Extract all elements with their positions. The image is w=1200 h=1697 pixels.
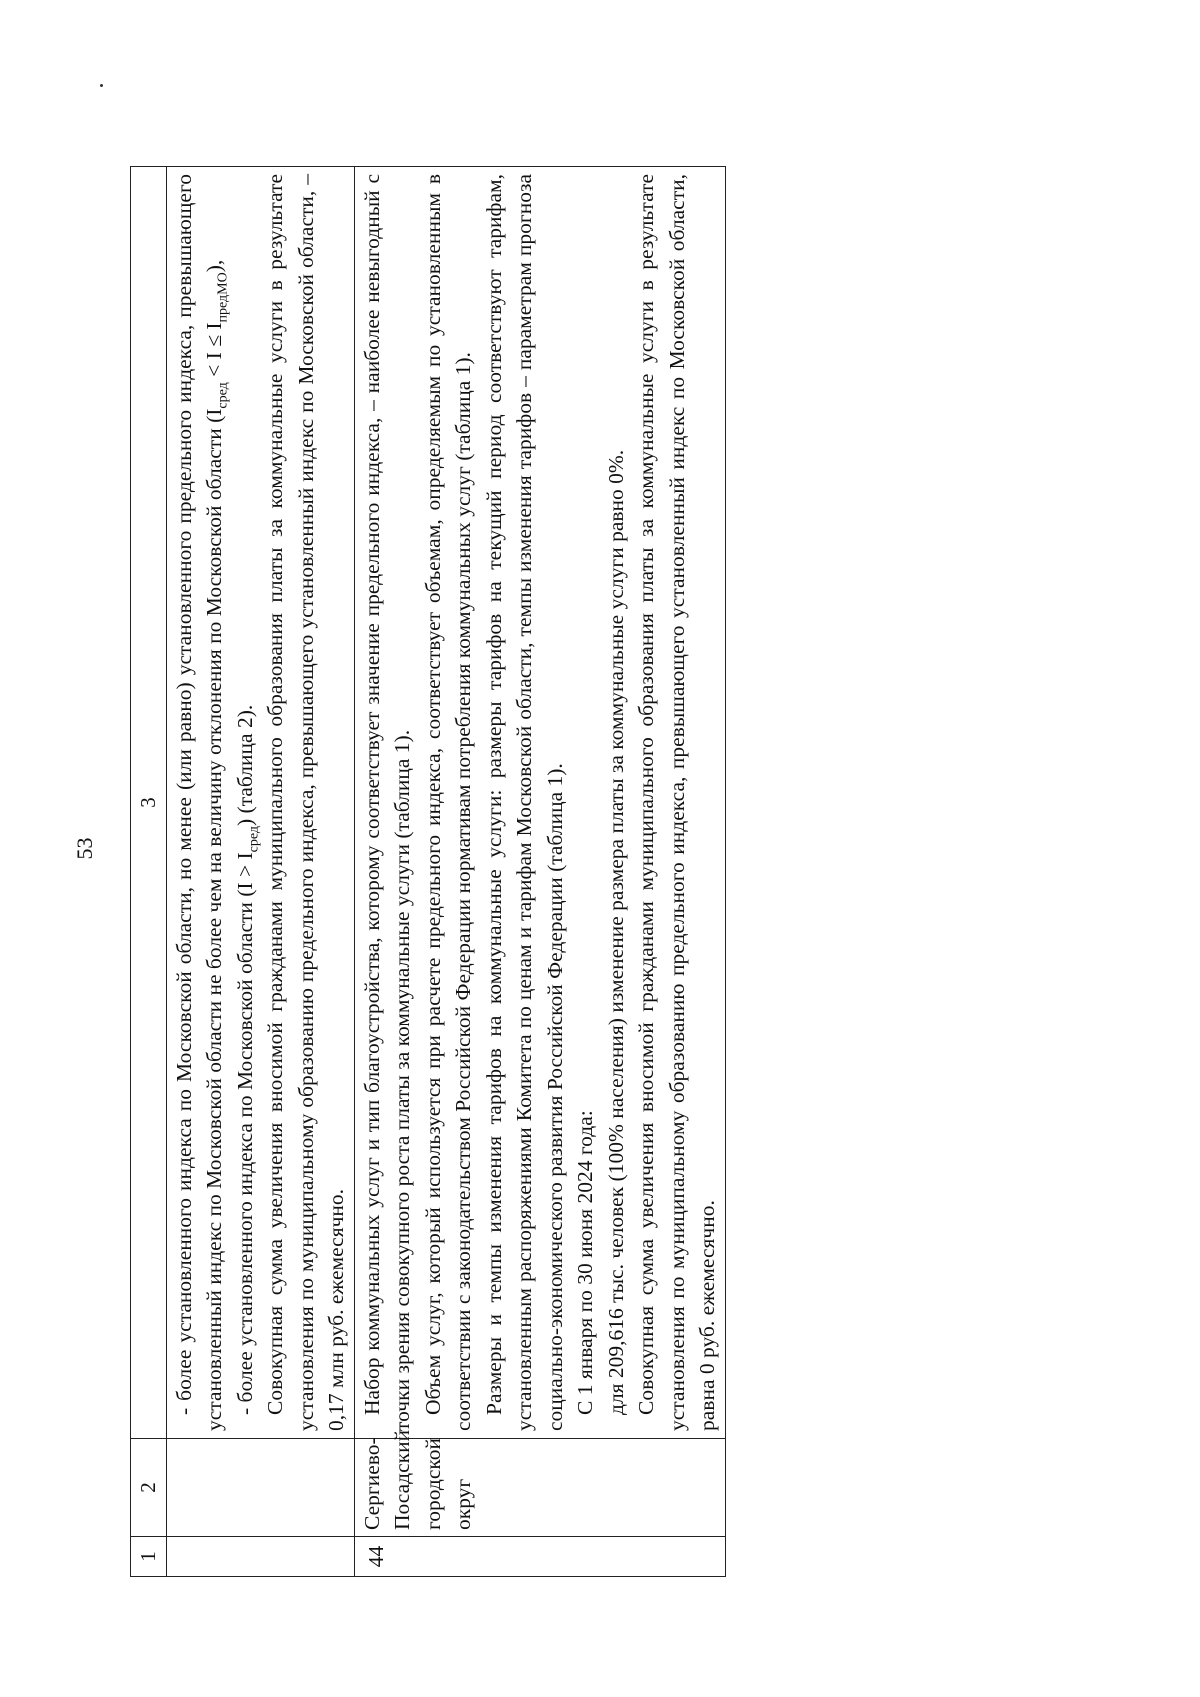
paragraph: Объем услуг, который используется при расчете предельного индекса, соответствует объемам, определяемым по установленным в соответствии с законодательством Российской Федерации нормативам потребления коммунальных услуг (таблица 1).	[420, 174, 475, 1431]
paragraph: - более установленного индекса по Московской области, но менее (или равно) установленного предельного индекса, превышающего установленный индекс по Московской области не более чем на величину отклонения по Московской области $(I_{сред} < I \le I_{предМО})$,	[171, 174, 231, 1431]
paragraph: Размеры и темпы изменения тарифов на коммунальные услуги: размеры тарифов на текущий период соответствуют тарифам, установленным распоряжениями Комитета по ценам и тарифам Московской области, темпы изменения тарифов – параметрам прогноза социально-экономического развития Российской Федерации (таблица 1).	[481, 174, 567, 1431]
municipality-name	[166, 1439, 354, 1537]
municipality-name	[354, 1429, 725, 1537]
header-col-2: 2	[131, 1439, 167, 1537]
description-cell	[354, 167, 725, 1439]
page-number: 53	[72, 837, 97, 860]
municipality-name-line: Сергиево-	[359, 1437, 384, 1530]
table-row	[166, 167, 354, 1577]
header-col-3: 3	[131, 167, 167, 1439]
municipality-name-line: городской округ	[420, 1437, 475, 1530]
paragraph: - более установленного индекса по Московской области $(I > I_{сред})$ (таблица 2).	[232, 704, 261, 1415]
row-number: 44	[354, 1537, 725, 1577]
paragraph: Совокупная сумма увеличения вносимой гражданами муниципального образования платы за коммунальные услуги в результате установления по муниципальному образованию предельного индекса, превышающего установленный индекс по Московской области, – 0,17 млн руб. ежемесячно.	[263, 174, 348, 1431]
row-number	[166, 1537, 354, 1577]
scan-dot	[100, 84, 103, 87]
table-row	[354, 167, 725, 1577]
paragraph: Набор коммунальных услуг и тип благоустройства, которому соответствует значение предельного индекса, – наиболее невыгодный с точки зрения совокупного роста платы за коммунальные услуги (таблица 1).	[359, 174, 414, 1431]
description-cell	[166, 167, 354, 1439]
paragraph: для 209,616 тыс. человек (100% населения) изменение размера платы за коммунальные услуги равно 0%.	[603, 449, 628, 1415]
paragraph: С 1 января по 30 июня 2024 года:	[573, 1110, 597, 1415]
index-table	[130, 166, 726, 1577]
header-row	[131, 167, 167, 1577]
paragraph: Совокупная сумма увеличения вносимой гражданами муниципального образования платы за коммунальные услуги в результате установления по муниципальному образованию предельного индекса, превышающего установленный индекс по Московской области, равна 0 руб. ежемесячно.	[634, 174, 719, 1431]
municipality-name-line: Посадский	[390, 1429, 414, 1530]
header-col-1: 1	[131, 1537, 167, 1577]
